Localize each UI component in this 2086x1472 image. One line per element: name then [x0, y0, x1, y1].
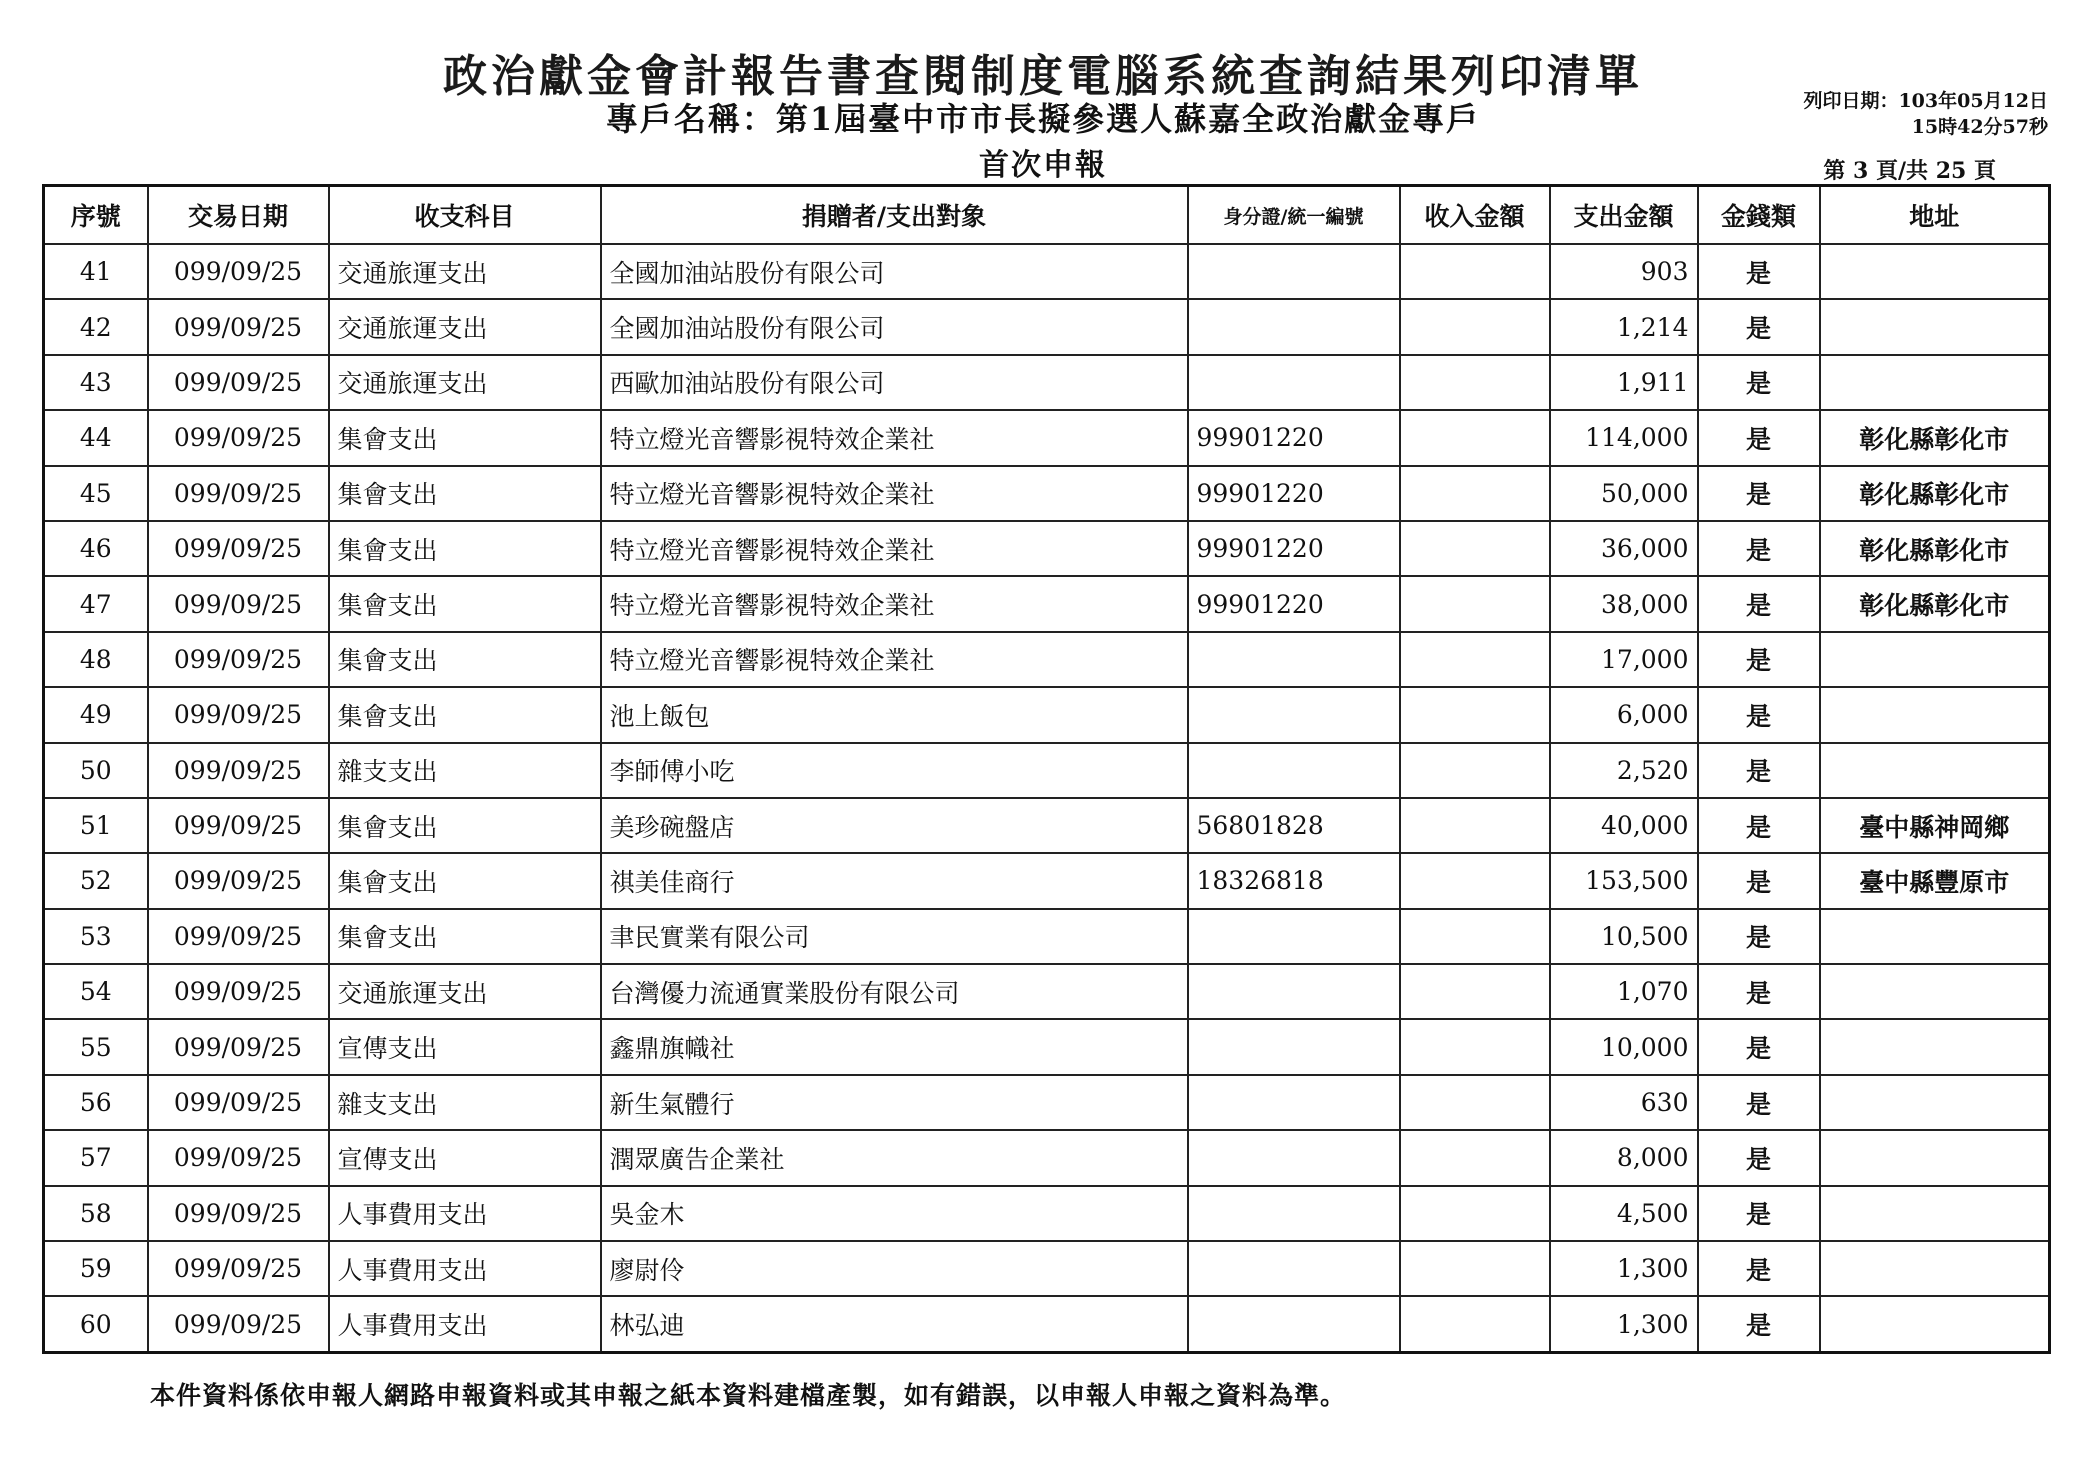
table-row — [44, 244, 2050, 299]
cell-income — [1400, 1130, 1550, 1185]
cell-expense: 38,000 — [1550, 576, 1698, 631]
cell-category: 集會支出 — [329, 687, 601, 742]
col-header-date: 交易日期 — [148, 186, 329, 245]
cell-address — [1820, 244, 2050, 299]
cell-income — [1400, 576, 1550, 631]
report-type: 首次申報 — [979, 148, 1107, 183]
cell-cash: 是 — [1698, 1019, 1820, 1074]
cell-expense: 36,000 — [1550, 521, 1698, 576]
cell-seq: 54 — [44, 964, 148, 1019]
cell-seq: 45 — [44, 466, 148, 521]
cell-address — [1820, 299, 2050, 354]
cell-cash: 是 — [1698, 1296, 1820, 1352]
cell-income — [1400, 909, 1550, 964]
table-row — [44, 576, 2050, 631]
cell-party: 特立燈光音響影視特效企業社 — [601, 521, 1188, 576]
cell-id — [1188, 687, 1400, 742]
cell-address — [1820, 909, 2050, 964]
table-row — [44, 964, 2050, 1019]
cell-cash: 是 — [1698, 909, 1820, 964]
cell-seq: 58 — [44, 1186, 148, 1241]
cell-category: 集會支出 — [329, 410, 601, 465]
cell-income — [1400, 1186, 1550, 1241]
cell-expense: 1,300 — [1550, 1241, 1698, 1296]
cell-expense: 153,500 — [1550, 853, 1698, 908]
cell-cash: 是 — [1698, 244, 1820, 299]
cell-address: 彰化縣彰化市 — [1820, 466, 2050, 521]
col-header-party: 捐贈者/支出對象 — [601, 186, 1188, 245]
table-row — [44, 743, 2050, 798]
cell-expense: 1,300 — [1550, 1296, 1698, 1352]
cell-address: 彰化縣彰化市 — [1820, 576, 2050, 631]
cell-party: 新生氣體行 — [601, 1075, 1188, 1130]
cell-date: 099/09/25 — [148, 909, 329, 964]
table-row — [44, 466, 2050, 521]
cell-seq: 57 — [44, 1130, 148, 1185]
cell-expense: 10,000 — [1550, 1019, 1698, 1074]
cell-cash: 是 — [1698, 410, 1820, 465]
cell-address — [1820, 632, 2050, 687]
cell-income — [1400, 1241, 1550, 1296]
cell-cash: 是 — [1698, 632, 1820, 687]
table-row — [44, 1186, 2050, 1241]
cell-expense: 903 — [1550, 244, 1698, 299]
table-row — [44, 410, 2050, 465]
cell-id: 18326818 — [1188, 853, 1400, 908]
cell-cash: 是 — [1698, 743, 1820, 798]
cell-seq: 50 — [44, 743, 148, 798]
table-row — [44, 853, 2050, 908]
print-time: 15時42分57秒 — [1911, 116, 2048, 138]
cell-cash: 是 — [1698, 1130, 1820, 1185]
cell-date: 099/09/25 — [148, 410, 329, 465]
cell-category: 集會支出 — [329, 576, 601, 631]
col-header-cash: 金錢類 — [1698, 186, 1820, 245]
cell-category: 集會支出 — [329, 466, 601, 521]
table-row — [44, 632, 2050, 687]
cell-date: 099/09/25 — [148, 743, 329, 798]
cell-date: 099/09/25 — [148, 466, 329, 521]
cell-income — [1400, 1296, 1550, 1352]
cell-date: 099/09/25 — [148, 299, 329, 354]
cell-income — [1400, 466, 1550, 521]
print-date: 列印日期：103年05月12日 — [1803, 90, 2048, 112]
cell-party: 吳金木 — [601, 1186, 1188, 1241]
cell-income — [1400, 687, 1550, 742]
col-header-category: 收支科目 — [329, 186, 601, 245]
cell-address — [1820, 1019, 2050, 1074]
cell-id — [1188, 964, 1400, 1019]
cell-party: 特立燈光音響影視特效企業社 — [601, 466, 1188, 521]
cell-party: 潤眾廣告企業社 — [601, 1130, 1188, 1185]
col-header-address: 地址 — [1820, 186, 2050, 245]
cell-income — [1400, 743, 1550, 798]
cell-expense: 1,911 — [1550, 355, 1698, 410]
cell-id — [1188, 1296, 1400, 1352]
cell-seq: 47 — [44, 576, 148, 631]
table-row — [44, 299, 2050, 354]
col-header-expense: 支出金額 — [1550, 186, 1698, 245]
cell-address: 彰化縣彰化市 — [1820, 410, 2050, 465]
cell-date: 099/09/25 — [148, 964, 329, 1019]
cell-party: 池上飯包 — [601, 687, 1188, 742]
cell-seq: 51 — [44, 798, 148, 853]
cell-expense: 2,520 — [1550, 743, 1698, 798]
cell-seq: 56 — [44, 1075, 148, 1130]
cell-date: 099/09/25 — [148, 687, 329, 742]
cell-category: 人事費用支出 — [329, 1186, 601, 1241]
cell-date: 099/09/25 — [148, 632, 329, 687]
ledger-table — [42, 184, 2051, 1354]
cell-category: 集會支出 — [329, 521, 601, 576]
cell-address: 彰化縣彰化市 — [1820, 521, 2050, 576]
cell-income — [1400, 244, 1550, 299]
cell-income — [1400, 521, 1550, 576]
cell-seq: 41 — [44, 244, 148, 299]
cell-date: 099/09/25 — [148, 355, 329, 410]
cell-date: 099/09/25 — [148, 521, 329, 576]
cell-address — [1820, 964, 2050, 1019]
cell-category: 宣傳支出 — [329, 1130, 601, 1185]
cell-party: 聿民實業有限公司 — [601, 909, 1188, 964]
cell-party: 林弘迪 — [601, 1296, 1188, 1352]
cell-date: 099/09/25 — [148, 1296, 329, 1352]
cell-id — [1188, 299, 1400, 354]
table-row — [44, 1296, 2050, 1352]
page-info: 第 3 頁/共 25 頁 — [1823, 158, 1996, 184]
cell-seq: 59 — [44, 1241, 148, 1296]
cell-date: 099/09/25 — [148, 576, 329, 631]
cell-category: 交通旅運支出 — [329, 355, 601, 410]
cell-party: 祺美佳商行 — [601, 853, 1188, 908]
cell-id — [1188, 244, 1400, 299]
cell-seq: 55 — [44, 1019, 148, 1074]
cell-seq: 53 — [44, 909, 148, 964]
cell-seq: 44 — [44, 410, 148, 465]
cell-expense: 114,000 — [1550, 410, 1698, 465]
cell-expense: 10,500 — [1550, 909, 1698, 964]
cell-date: 099/09/25 — [148, 798, 329, 853]
cell-expense: 8,000 — [1550, 1130, 1698, 1185]
cell-id — [1188, 632, 1400, 687]
cell-party: 全國加油站股份有限公司 — [601, 299, 1188, 354]
table-row — [44, 687, 2050, 742]
cell-party: 李師傅小吃 — [601, 743, 1188, 798]
cell-seq: 43 — [44, 355, 148, 410]
cell-id — [1188, 909, 1400, 964]
cell-expense: 6,000 — [1550, 687, 1698, 742]
cell-address — [1820, 1075, 2050, 1130]
cell-category: 雜支支出 — [329, 1075, 601, 1130]
cell-id — [1188, 1130, 1400, 1185]
cell-category: 宣傳支出 — [329, 1019, 601, 1074]
footer-note: 本件資料係依申報人網路申報資料或其申報之紙本資料建檔產製，如有錯誤，以申報人申報之資料為準。 — [150, 1381, 1347, 1410]
cell-category: 集會支出 — [329, 798, 601, 853]
cell-category: 集會支出 — [329, 853, 601, 908]
cell-id — [1188, 1019, 1400, 1074]
cell-income — [1400, 1019, 1550, 1074]
cell-id — [1188, 1241, 1400, 1296]
cell-address — [1820, 1130, 2050, 1185]
cell-id: 99901220 — [1188, 576, 1400, 631]
cell-id — [1188, 1075, 1400, 1130]
cell-id — [1188, 355, 1400, 410]
cell-cash: 是 — [1698, 687, 1820, 742]
cell-address — [1820, 743, 2050, 798]
cell-expense: 630 — [1550, 1075, 1698, 1130]
cell-income — [1400, 853, 1550, 908]
cell-cash: 是 — [1698, 466, 1820, 521]
cell-address — [1820, 1186, 2050, 1241]
page-title: 政治獻金會計報告書查閱制度電腦系統查詢結果列印清單 — [443, 51, 1643, 102]
cell-seq: 48 — [44, 632, 148, 687]
cell-cash: 是 — [1698, 1186, 1820, 1241]
cell-expense: 1,214 — [1550, 299, 1698, 354]
cell-category: 雜支支出 — [329, 743, 601, 798]
cell-expense: 40,000 — [1550, 798, 1698, 853]
table-row — [44, 355, 2050, 410]
cell-seq: 49 — [44, 687, 148, 742]
cell-income — [1400, 355, 1550, 410]
table-row — [44, 1075, 2050, 1130]
cell-id: 56801828 — [1188, 798, 1400, 853]
cell-cash: 是 — [1698, 853, 1820, 908]
cell-party: 全國加油站股份有限公司 — [601, 244, 1188, 299]
cell-expense: 4,500 — [1550, 1186, 1698, 1241]
cell-cash: 是 — [1698, 521, 1820, 576]
cell-party: 鑫鼎旗幟社 — [601, 1019, 1188, 1074]
cell-party: 台灣優力流通實業股份有限公司 — [601, 964, 1188, 1019]
table-row — [44, 1241, 2050, 1296]
cell-category: 人事費用支出 — [329, 1296, 601, 1352]
cell-category: 交通旅運支出 — [329, 299, 601, 354]
cell-address — [1820, 687, 2050, 742]
cell-party: 美珍碗盤店 — [601, 798, 1188, 853]
cell-income — [1400, 1075, 1550, 1130]
cell-income — [1400, 299, 1550, 354]
cell-party: 西歐加油站股份有限公司 — [601, 355, 1188, 410]
cell-id: 99901220 — [1188, 466, 1400, 521]
cell-party: 特立燈光音響影視特效企業社 — [601, 410, 1188, 465]
cell-income — [1400, 798, 1550, 853]
cell-date: 099/09/25 — [148, 1075, 329, 1130]
cell-address — [1820, 1241, 2050, 1296]
cell-address: 臺中縣神岡鄉 — [1820, 798, 2050, 853]
cell-id — [1188, 1186, 1400, 1241]
cell-address — [1820, 355, 2050, 410]
cell-cash: 是 — [1698, 355, 1820, 410]
cell-expense: 17,000 — [1550, 632, 1698, 687]
table-row — [44, 1019, 2050, 1074]
cell-cash: 是 — [1698, 576, 1820, 631]
col-header-id: 身分證/統一編號 — [1188, 186, 1400, 245]
cell-id: 99901220 — [1188, 410, 1400, 465]
cell-id — [1188, 743, 1400, 798]
cell-seq: 60 — [44, 1296, 148, 1352]
cell-category: 人事費用支出 — [329, 1241, 601, 1296]
table-header-row — [44, 186, 2050, 245]
cell-date: 099/09/25 — [148, 853, 329, 908]
cell-address — [1820, 1296, 2050, 1352]
table-row — [44, 909, 2050, 964]
cell-party: 特立燈光音響影視特效企業社 — [601, 632, 1188, 687]
cell-seq: 46 — [44, 521, 148, 576]
cell-date: 099/09/25 — [148, 244, 329, 299]
account-name: 專戶名稱：第1屆臺中市市長擬參選人蘇嘉全政治獻金專戶 — [605, 100, 1481, 138]
cell-expense: 50,000 — [1550, 466, 1698, 521]
col-header-income: 收入金額 — [1400, 186, 1550, 245]
cell-income — [1400, 410, 1550, 465]
cell-date: 099/09/25 — [148, 1241, 329, 1296]
cell-expense: 1,070 — [1550, 964, 1698, 1019]
col-header-seq: 序號 — [44, 186, 148, 245]
cell-date: 099/09/25 — [148, 1186, 329, 1241]
cell-cash: 是 — [1698, 299, 1820, 354]
cell-party: 廖尉伶 — [601, 1241, 1188, 1296]
cell-seq: 42 — [44, 299, 148, 354]
cell-category: 集會支出 — [329, 909, 601, 964]
cell-category: 集會支出 — [329, 632, 601, 687]
cell-date: 099/09/25 — [148, 1130, 329, 1185]
table-row — [44, 798, 2050, 853]
cell-category: 交通旅運支出 — [329, 244, 601, 299]
table-row — [44, 521, 2050, 576]
cell-date: 099/09/25 — [148, 1019, 329, 1074]
cell-cash: 是 — [1698, 1075, 1820, 1130]
cell-cash: 是 — [1698, 798, 1820, 853]
table-row — [44, 1130, 2050, 1185]
cell-cash: 是 — [1698, 964, 1820, 1019]
cell-category: 交通旅運支出 — [329, 964, 601, 1019]
cell-cash: 是 — [1698, 1241, 1820, 1296]
cell-id: 99901220 — [1188, 521, 1400, 576]
cell-seq: 52 — [44, 853, 148, 908]
cell-income — [1400, 964, 1550, 1019]
cell-party: 特立燈光音響影視特效企業社 — [601, 576, 1188, 631]
cell-income — [1400, 632, 1550, 687]
cell-address: 臺中縣豐原市 — [1820, 853, 2050, 908]
